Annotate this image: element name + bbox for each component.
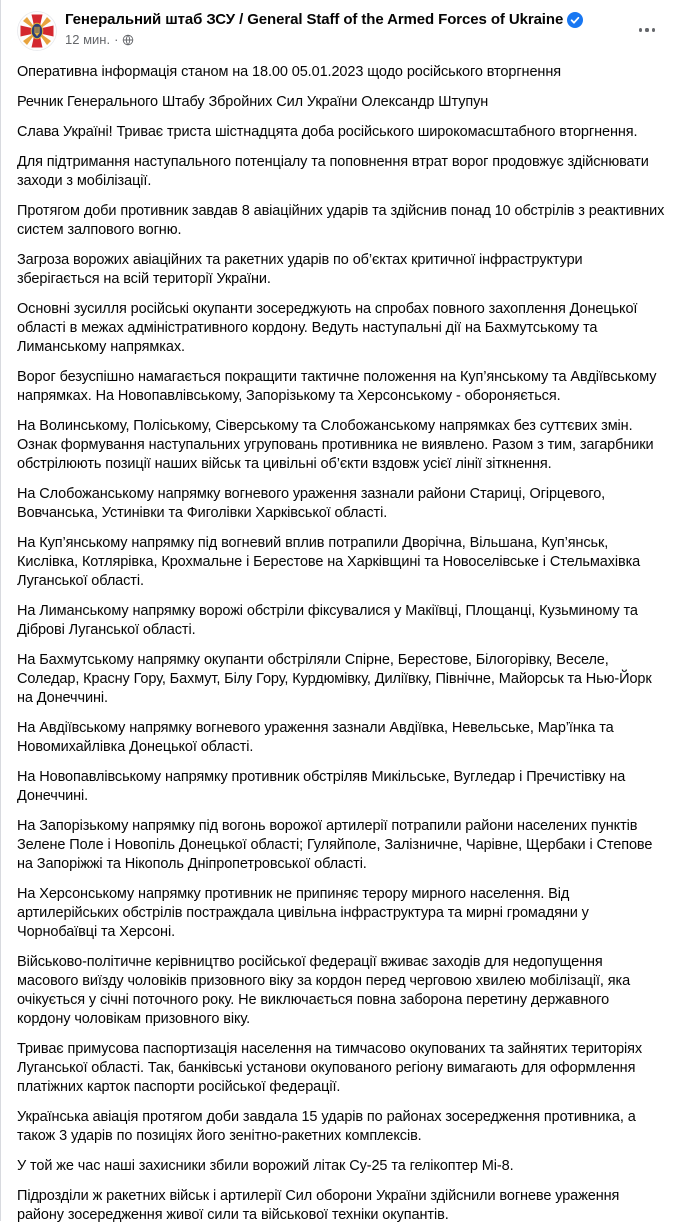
post-paragraph: Протягом доби противник завдав 8 авіаційних ударів та здійснив понад 10 обстрілів з реактивних систем залпового вогню.	[17, 203, 669, 238]
dot-icon	[645, 28, 648, 32]
post-paragraph: Загроза ворожих авіаційних та ракетних ударів по об’єктах критичної інфраструктури зберігається на всій території України.	[17, 252, 587, 287]
dot-icon	[652, 28, 655, 32]
header-info	[65, 11, 583, 47]
meta-separator: ·	[114, 32, 119, 47]
globe-public-icon	[122, 34, 134, 46]
facebook-post-card	[1, 0, 681, 1221]
post-paragraph: На Бахмутському напрямку окупанти обстріляли Спірне, Берестове, Білогорівку, Веселе, Соледар, Красну Гору, Бахмут, Білу Гору, Курдюмівку, Диліївку, Північне, Майорськ та Нью-Йорк на Донеччині.	[17, 652, 656, 706]
post-header	[1, 0, 681, 51]
post-paragraph: На Авдіївському напрямку вогневого ураження зазнали Авдіївка, Невельське, Мар’їнка та Новомихайлівка Донецької області.	[17, 720, 618, 755]
dot-icon	[639, 28, 642, 32]
post-paragraph: Речник Генерального Штабу Збройних Сил України Олександр Штупун	[17, 94, 489, 110]
post-paragraph: Ворог безуспішно намагається покращити тактичне положення на Куп’янському та Авдіївському напрямках. На Новопавлівському, Запорізькому та Херсонському - обороняється.	[17, 369, 661, 404]
post-meta-row	[65, 32, 583, 47]
post-paragraph: На Куп’янському напрямку під вогневий вплив потрапили Дворічна, Вільшана, Куп’янськ, Кислівка, Котлярівка, Крохмальне і Берестове на Харківщині та Новоселівське і Стельмахівка Луганської області.	[17, 535, 645, 589]
page-avatar[interactable]	[17, 11, 57, 51]
post-paragraph: На Лиманському напрямку ворожі обстріли фіксувалися у Макіївці, Площанці, Кузьминому та Діброві Луганської області.	[17, 603, 642, 638]
post-paragraph: На Волинському, Поліському, Сіверському та Слобожанському напрямках без суттєвих змін. Ознак формування наступальних угруповань противника не виявлено. Разом з тим, загарбники обстрілюють позиції наших військ та цивільні об’єкти вздовж усієї лінії зіткнення.	[17, 418, 658, 472]
post-paragraph: Основні зусилля російські окупанти зосереджують на спробах повного захоплення Донецької області в межах адміністративного кордону. Ведуть наступальні дії на Бахмутському та Лиманському напрямках.	[17, 301, 642, 355]
post-paragraph: Триває примусова паспортизація населення на тимчасово окупованих та зайнятих територіях Луганської області. Так, банківські установи окупованого регіону вимагають для оформлення платіжних карток паспорти російської федерації.	[17, 1041, 646, 1095]
post-paragraph: Українська авіація протягом доби завдала 15 ударів по районах зосередження противника, а також 3 ударів по позиціях його зенітно-ракетних комплексів.	[17, 1109, 640, 1144]
post-paragraph: Слава Україні! Триває триста шістнадцята доба російського широкомасштабного вторгнення.	[17, 124, 638, 140]
post-timestamp[interactable]: 12 мин.	[65, 32, 111, 47]
post-paragraph: Підрозділи ж ракетних військ і артилерії Сил оборони України здійснили вогневе ураження району зосередження живої сили та військової техніки окупантів.	[17, 1188, 624, 1223]
post-paragraph: Оперативна інформація станом на 18.00 05.01.2023 щодо російського вторгнення	[17, 64, 561, 80]
post-paragraph: Військово-політичне керівництво російської федерації вживає заходів для недопущення масового виїзду чоловіків призовного віку за кордон перед черговою хвилею мобілізації, яка очікується у січні поточного року. Не виключається повна заборона перетину державного кордону чоловікам призовного віку.	[17, 954, 635, 1027]
post-paragraph: На Новопавлівському напрямку противник обстріляв Микільське, Вугледар і Пречистівку на Донеччині.	[17, 769, 630, 804]
page-name-row	[65, 11, 583, 28]
general-staff-emblem-icon	[17, 11, 57, 51]
post-paragraph: На Слобожанському напрямку вогневого ураження зазнали райони Стариці, Огірцевого, Вовчанська, Устинівки та Фиголівки Харківської області.	[17, 486, 610, 521]
more-options-button[interactable]	[631, 18, 663, 42]
page-name-link[interactable]: Генеральний штаб ЗСУ / General Staff of the Armed Forces of Ukraine	[65, 11, 564, 28]
post-paragraph: У той же час наші захисники збили ворожий літак Су-25 та гелікоптер Мі-8.	[17, 1158, 514, 1174]
post-paragraph: Для підтримання наступального потенціалу та поповнення втрат ворог продовжує здійснювати заходи з мобілізації.	[17, 154, 653, 189]
verified-badge-icon	[567, 12, 583, 28]
post-paragraph: На Херсонському напрямку противник не припиняє терору мирного населення. Від артилерійських обстрілів постраждала цивільна інфраструктура та мирні громадяни у Чорнобаївці та Херсоні.	[17, 886, 593, 940]
post-paragraph: На Запорізькому напрямку під вогонь ворожої артилерії потрапили райони населених пунктів Зелене Поле і Новопіль Донецької області; Гуляйполе, Залізничне, Чарівне, Щербаки і Степове на Запоріжжі та Нікополь Дніпропетровської області.	[17, 818, 657, 872]
post-text	[1, 51, 681, 1225]
